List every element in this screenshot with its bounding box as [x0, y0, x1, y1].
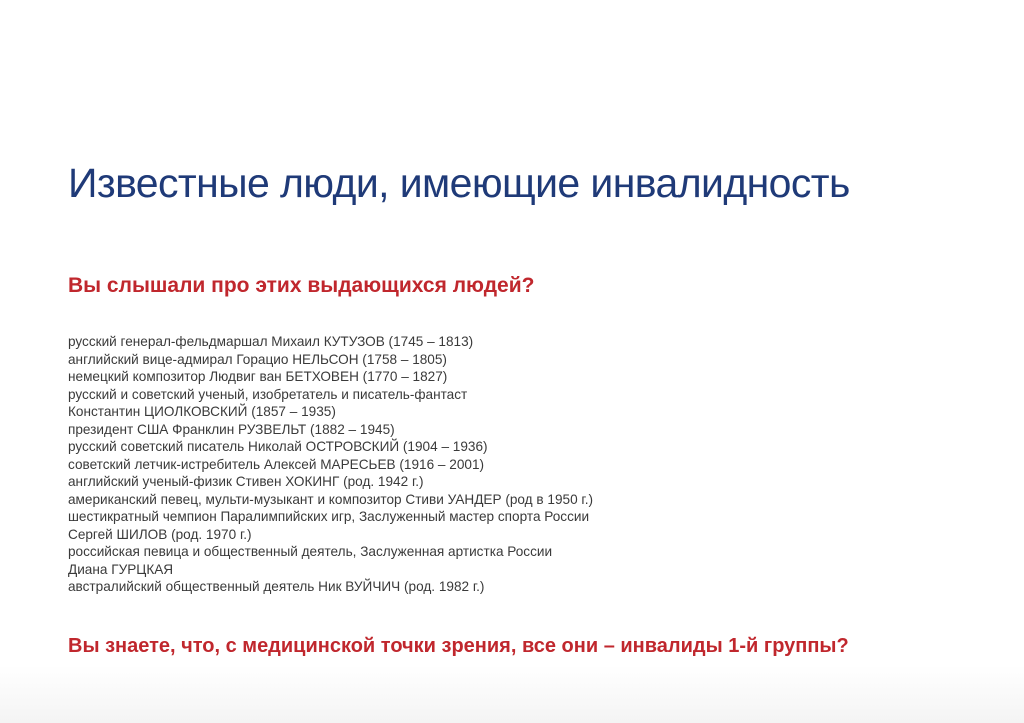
list-item: немецкий композитор Людвиг ван БЕТХОВЕН (1770 – 1827)	[68, 369, 448, 384]
list-item: английский вице-адмирал Горацио НЕЛЬСОН (1758 – 1805)	[68, 351, 447, 367]
list-item: русский и советский ученый, изобретатель и писатель-фантаст	[68, 386, 468, 402]
conclusion-heading: Вы знаете, что, с медицинской точки зрения, все они – инвалиды 1-й группы?	[68, 635, 849, 657]
list-item: российская певица и общественный деятель, Заслуженная артистка России	[68, 544, 553, 559]
list-item: австралийский общественный деятель Ник ВУЙЧИЧ (род. 1982 г.)	[68, 579, 485, 594]
list-item: шестикратный чемпион Паралимпийских игр, Заслуженный мастер спорта России	[68, 509, 590, 524]
people-list	[68, 333, 593, 596]
slide-title: Известные люди, имеющие инвалидность	[68, 160, 850, 206]
list-item: Сергей ШИЛОВ (род. 1970 г.)	[68, 526, 252, 542]
list-item: американский певец, мульти-музыкант и композитор Стиви УАНДЕР (род в 1950 г.)	[68, 491, 594, 507]
list-item: советский летчик-истребитель Алексей МАРЕСЬЕВ (1916 – 2001)	[68, 456, 485, 472]
list-item: русский генерал-фельдмаршал Михаил КУТУЗОВ (1745 – 1813)	[68, 334, 474, 349]
list-item: русский советский писатель Николай ОСТРОВСКИЙ (1904 – 1936)	[68, 439, 488, 454]
list-item: Диана ГУРЦКАЯ	[68, 561, 174, 577]
list-item: Константин ЦИОЛКОВСКИЙ (1857 – 1935)	[68, 404, 336, 419]
question-heading: Вы слышали про этих выдающихся людей?	[68, 274, 535, 297]
list-item: английский ученый-физик Стивен ХОКИНГ (род. 1942 г.)	[68, 474, 424, 489]
list-item: президент США Франклин РУЗВЕЛЬТ (1882 – 1945)	[68, 421, 395, 437]
